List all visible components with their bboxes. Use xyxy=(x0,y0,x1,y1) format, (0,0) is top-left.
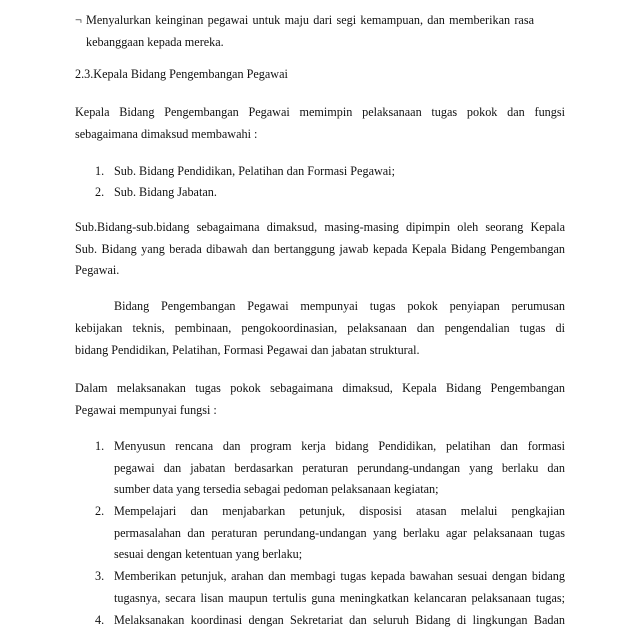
paragraph3-line-3: bidang Pendidikan, Pelatihan, Formasi Pegawai dan jabatan struktural. xyxy=(75,343,420,357)
paragraph3-line-1: Bidang Pengembangan Pegawai mempunyai tugas pokok penyiapan perumusan xyxy=(114,299,565,313)
paragraph2-line-2: Sub. Bidang yang berada dibawah dan bertanggung jawab kepada Kepala Bidang Pengembangan xyxy=(75,242,565,256)
list2-item-1-line-2: pegawai dan jabatan berdasarkan peraturan perundang-undangan yang berlaku dan xyxy=(114,461,565,475)
list2-item-2-line-3: sesuai dengan ketentuan yang berlaku; xyxy=(114,547,303,561)
paragraph3-line-2: kebijakan teknis, pembinaan, pengokoordinasian, pelaksanaan dan pengendalian tugas di xyxy=(75,321,565,335)
list1-item-1-text: Sub. Bidang Pendidikan, Pelatihan dan Formasi Pegawai; xyxy=(114,164,395,178)
list2-item-3-number: 3. xyxy=(95,569,105,583)
list1-item-2-number: 2. xyxy=(95,185,105,199)
list2-item-2-number: 2. xyxy=(95,504,105,518)
list2-item-1-line-1: Menyusun rencana dan program kerja bidang Pendidikan, pelatihan dan formasi xyxy=(114,439,565,453)
section-heading: 2.3.Kepala Bidang Pengembangan Pegawai xyxy=(75,67,288,81)
paragraph2-line-3: Pegawai. xyxy=(75,263,120,277)
list2-item-1-line-3: sumber data yang tersedia sebagai pedoman pelaksanaan kegiatan; xyxy=(114,482,439,496)
paragraph1-line-1: Kepala Bidang Pengembangan Pegawai memimpin pelaksanaan tugas pokok dan fungsi xyxy=(75,105,565,119)
list2-item-1-number: 1. xyxy=(95,439,105,453)
intro-bullet-line-1: Menyalurkan keinginan pegawai untuk maju dari segi kemampuan, dan memberikan rasa xyxy=(86,13,534,27)
list2-item-4-number: 4. xyxy=(95,613,105,627)
bullet-mark: ¬ xyxy=(75,13,82,27)
list2-item-3-line-2: tugasnya, secara lisan maupun tertulis guna meningkatkan kelancaran pelaksanaan tugas; xyxy=(114,591,565,605)
paragraph4-line-1: Dalam melaksanakan tugas pokok sebagaimana dimaksud, Kepala Bidang Pengembangan xyxy=(75,381,565,395)
paragraph2-line-1: Sub.Bidang-sub.bidang sebagaimana dimaksud, masing-masing dipimpin oleh seorang Kepala xyxy=(75,220,565,234)
list2-item-2-line-2: permasalahan dan peraturan perundang-undangan yang berlaku agar pelaksanaan tugas xyxy=(114,526,565,540)
paragraph4-line-2: Pegawai mempunyai fungsi : xyxy=(75,403,217,417)
list2-item-2-line-1: Mempelajari dan menjabarkan petunjuk, disposisi atasan melalui pengkajian xyxy=(114,504,565,518)
intro-bullet-line-2: kebanggaan kepada mereka. xyxy=(86,35,224,49)
list2-item-3-line-1: Memberikan petunjuk, arahan dan membagi tugas kepada bawahan sesuai dengan bidang xyxy=(114,569,565,583)
paragraph1-line-2: sebagaimana dimaksud membawahi : xyxy=(75,127,258,141)
list1-item-1-number: 1. xyxy=(95,164,105,178)
list2-item-4-line-1: Melaksanakan koordinasi dengan Sekretariat dan seluruh Bidang di lingkungan Badan xyxy=(114,613,565,627)
list1-item-2-text: Sub. Bidang Jabatan. xyxy=(114,185,217,199)
